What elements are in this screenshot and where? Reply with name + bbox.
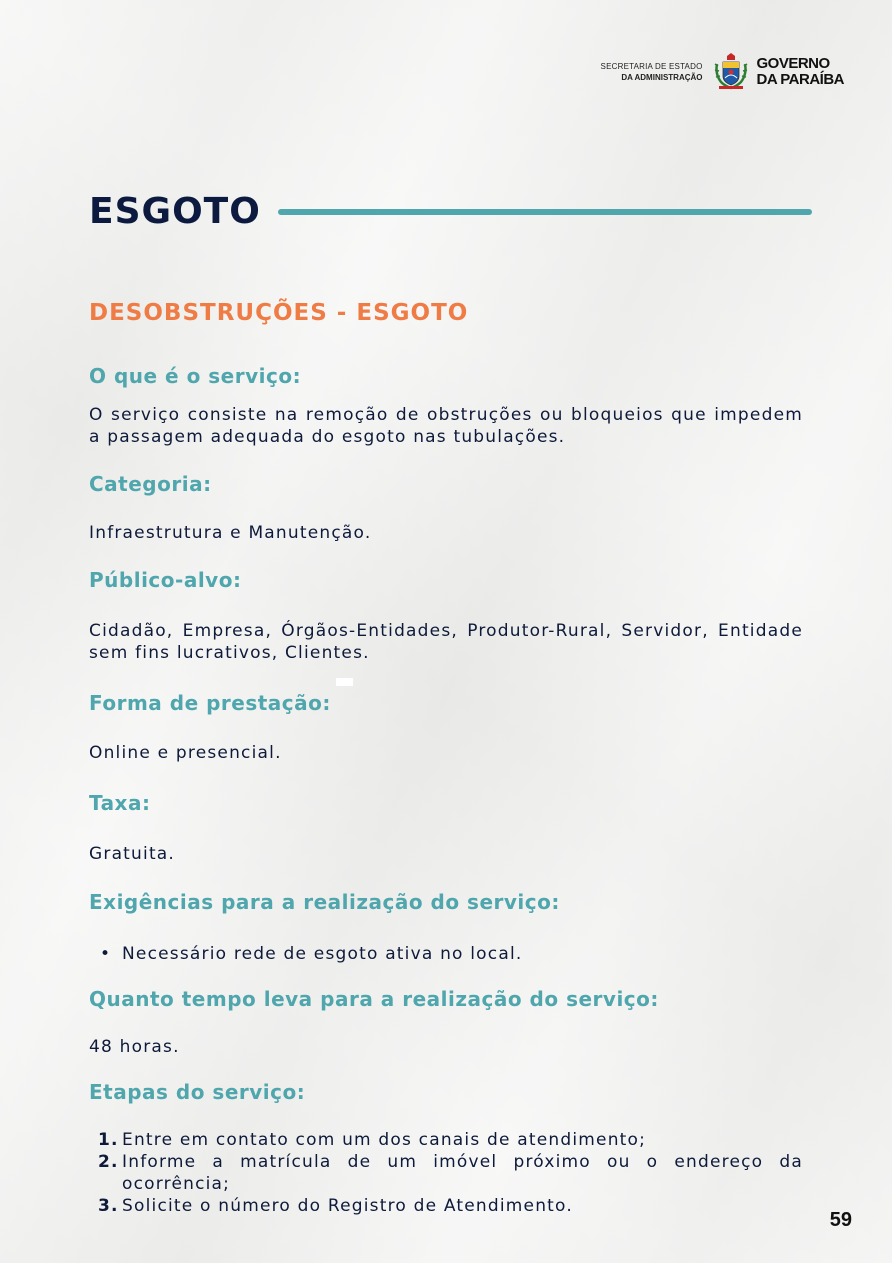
secretaria-line2: DA ADMINISTRAÇÃO — [621, 73, 703, 82]
category-text: Infraestrutura e Manutenção. — [89, 523, 372, 543]
fee-label: Taxa: — [89, 791, 151, 815]
governo-wordmark — [757, 56, 845, 88]
step-item — [98, 1151, 803, 1195]
gov-line1: GOVERNO — [756, 55, 830, 72]
requirement-list-item — [100, 943, 522, 965]
page-number: 59 — [829, 1209, 852, 1231]
step-text: Solicite o número do Registro de Atendimento. — [122, 1196, 573, 1216]
fee-text: Gratuita. — [89, 844, 176, 864]
category-label: Categoria: — [89, 472, 212, 496]
step-text: Informe a matrícula de um imóvel próximo ou o endereço da ocorrência; — [122, 1152, 803, 1194]
step-number: 3. — [98, 1196, 119, 1216]
page-header — [601, 52, 844, 92]
step-item — [98, 1129, 803, 1151]
section-title: ESGOTO — [89, 191, 261, 232]
step-number: 1. — [98, 1130, 119, 1150]
delivery-label: Forma de prestação: — [89, 691, 331, 715]
white-mark — [336, 678, 353, 686]
steps-label: Etapas do serviço: — [89, 1080, 306, 1104]
audience-label: Público-alvo: — [89, 568, 242, 592]
duration-text: 48 horas. — [89, 1037, 180, 1057]
bullet-icon: • — [100, 944, 112, 964]
step-item — [98, 1195, 803, 1217]
title-divider — [278, 209, 812, 215]
secretaria-label — [601, 61, 703, 83]
requirement-text: Necessário rede de esgoto ativa no local. — [122, 944, 523, 964]
coat-of-arms-icon — [711, 52, 751, 92]
gov-line2: DA PARAÍBA — [756, 71, 844, 88]
secretaria-line1: SECRETARIA DE ESTADO — [600, 62, 703, 71]
requirements-label: Exigências para a realização do serviço: — [89, 890, 560, 914]
duration-label: Quanto tempo leva para a realização do serviço: — [89, 987, 659, 1011]
what-text: O serviço consiste na remoção de obstruções ou bloqueios que impedem a passagem adequada do esgoto nas tubulações. — [89, 405, 803, 447]
step-number: 2. — [98, 1152, 119, 1172]
service-title: DESOBSTRUÇÕES - ESGOTO — [89, 300, 469, 326]
delivery-text: Online e presencial. — [89, 743, 282, 763]
steps-list — [98, 1129, 803, 1217]
what-label: O que é o serviço: — [89, 364, 302, 388]
step-text: Entre em contato com um dos canais de atendimento; — [122, 1130, 647, 1150]
audience-text: Cidadão, Empresa, Órgãos-Entidades, Produtor-Rural, Servidor, Entidade sem fins lucrativos, Clientes. — [89, 621, 803, 663]
